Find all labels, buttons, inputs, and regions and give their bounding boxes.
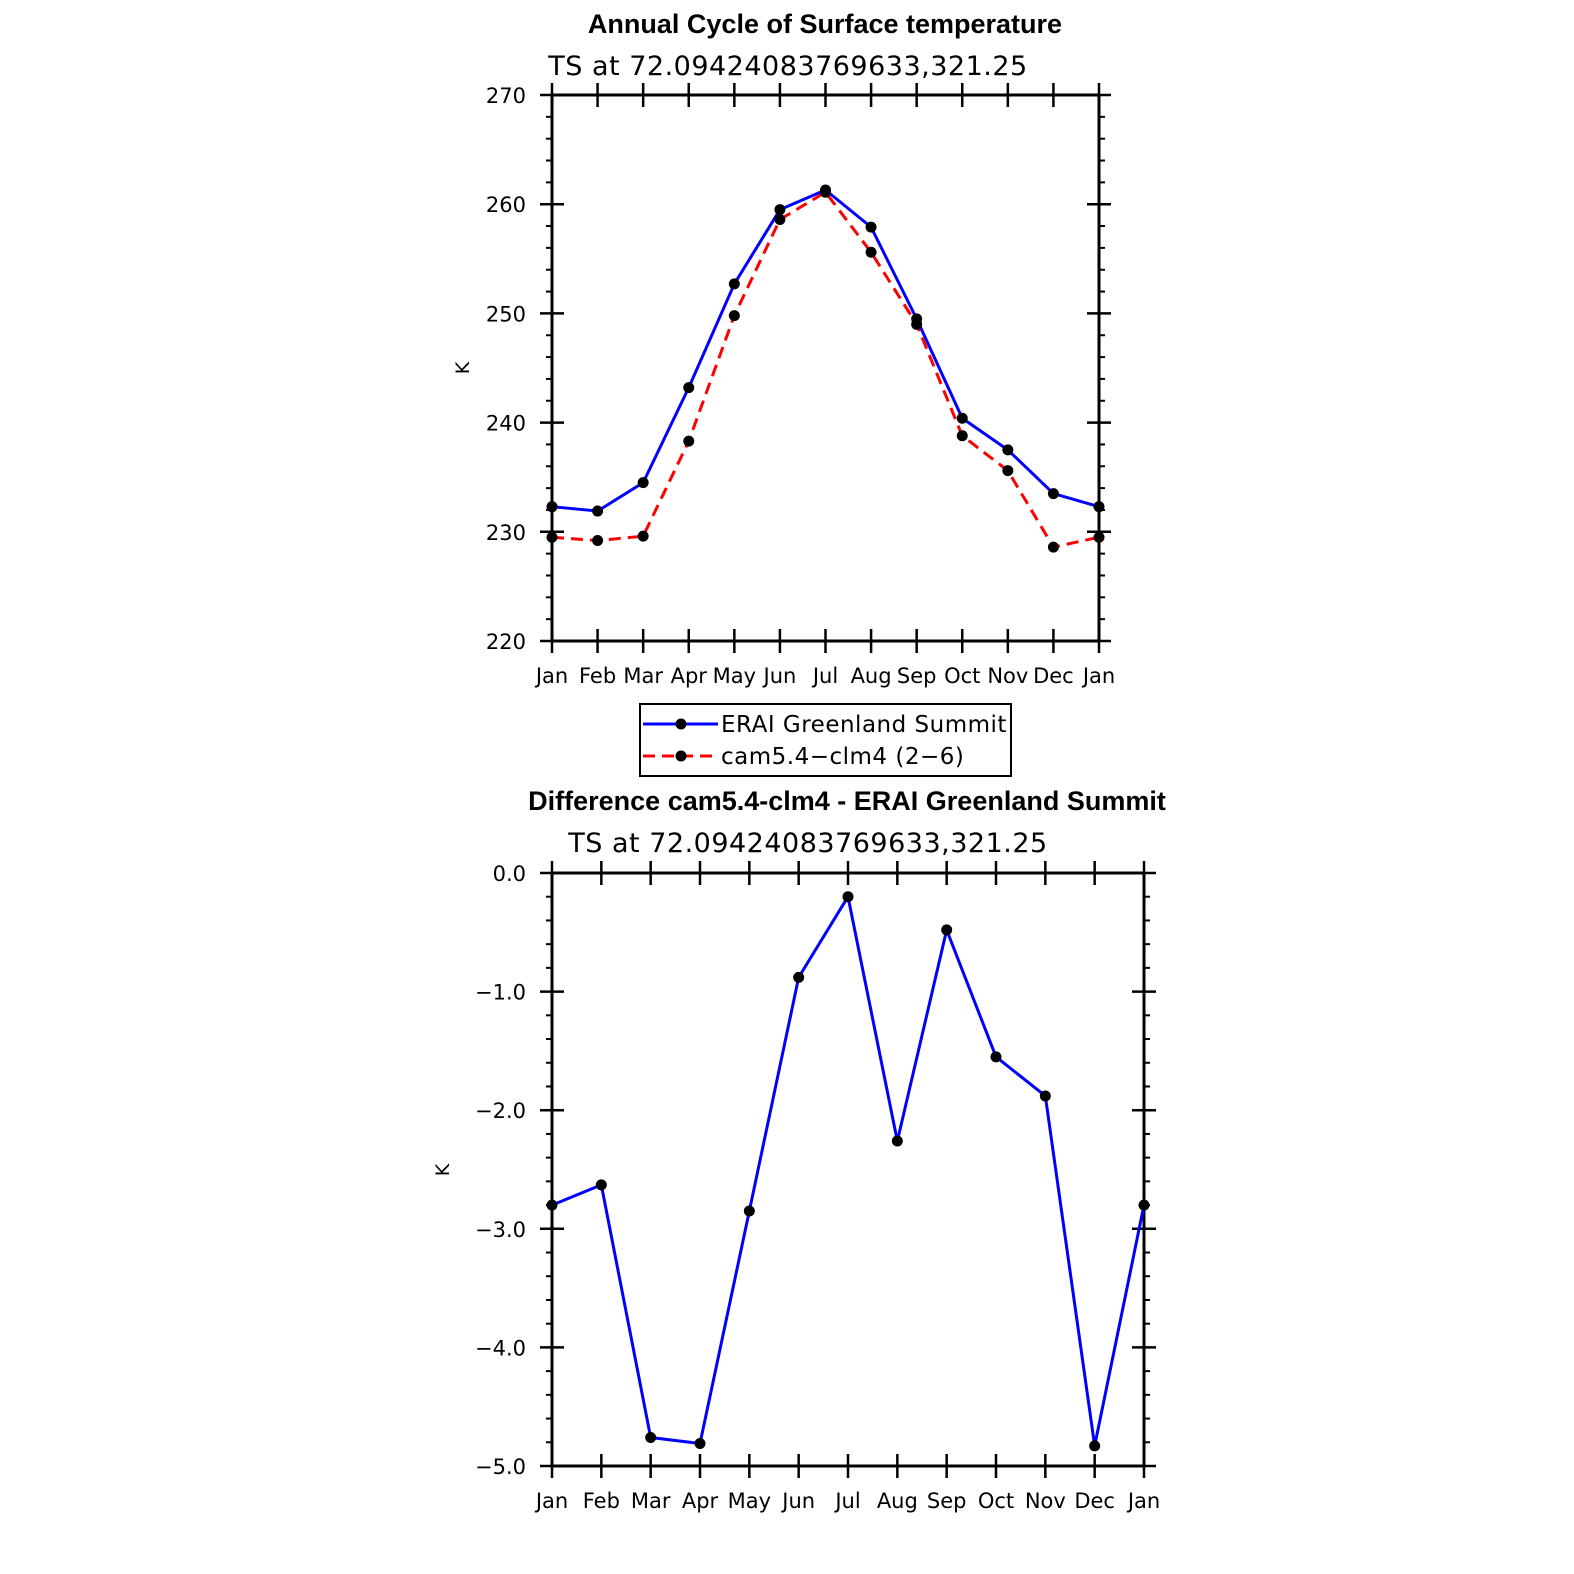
chart1-frame	[552, 95, 1099, 641]
chart1-xtick-label: Feb	[578, 664, 617, 688]
chart1-series-1-point	[638, 531, 649, 542]
chart1-series-1-point	[866, 247, 877, 258]
chart1-series-0-point	[638, 477, 649, 488]
chart1-series-0-point	[592, 506, 603, 517]
chart1-series-1-point	[957, 430, 968, 441]
chart1-plot	[486, 83, 1115, 688]
chart1-series-1-point	[547, 532, 558, 543]
chart1-series-0-point	[774, 204, 785, 215]
chart1-series-1-point	[729, 310, 740, 321]
chart2-ytick-label: −2.0	[475, 1099, 526, 1124]
chart2-xtick-label: Jan	[535, 1489, 569, 1513]
chart2-plot	[475, 861, 1160, 1513]
chart2-xtick-label: Apr	[681, 1489, 719, 1513]
chart2-series-0-point	[596, 1179, 607, 1190]
chart1-series-0-point	[957, 413, 968, 424]
chart2-xtick-label: May	[727, 1489, 772, 1513]
legend-label-1: cam5.4−clm4 (2−6)	[721, 744, 965, 770]
chart2-ytick-label: 0.0	[492, 862, 526, 886]
legend-label-0: ERAI Greenland Summit	[721, 712, 1007, 738]
chart1-xtick-label: Aug	[850, 664, 892, 688]
chart2-series-0-point	[793, 972, 804, 983]
chart2-xtick-label: Jul	[835, 1489, 861, 1513]
chart1-xtick-label: Jul	[812, 664, 839, 688]
chart1-series-0-line	[552, 190, 1099, 511]
chart1-ytick-label: 230	[485, 520, 526, 545]
chart2-xtick-label: Sep	[926, 1489, 967, 1513]
chart2-xtick-label: Oct	[977, 1489, 1015, 1513]
chart1-series-1-point	[683, 436, 694, 447]
chart1-series-0-point	[866, 222, 877, 233]
chart1-xtick-label: Oct	[944, 664, 981, 688]
chart1-ytick-label: 250	[485, 302, 526, 327]
chart1-legend	[640, 704, 1011, 776]
chart2-series-0-point	[744, 1206, 755, 1217]
chart2-title: Difference cam5.4-clm4 - ERAI Greenland Summit	[528, 786, 1166, 816]
chart2-series-0-line	[552, 897, 1144, 1446]
chart2-xtick-label: Dec	[1074, 1489, 1115, 1513]
chart1-series-0-point	[1048, 488, 1059, 499]
chart1-xtick-label: May	[712, 664, 757, 688]
chart1-series-0-point	[1002, 444, 1013, 455]
chart2-xtick-label: Aug	[876, 1489, 918, 1513]
chart2-ytick-label: −5.0	[475, 1455, 526, 1479]
chart2-ytick-label: −4.0	[475, 1336, 526, 1361]
chart2-xtick-label: Feb	[582, 1489, 620, 1513]
chart2-xtick-label: Jun	[782, 1489, 816, 1513]
chart1-xtick-label: Apr	[670, 664, 707, 688]
chart2-xtick-label: Jan	[1127, 1489, 1161, 1513]
chart1-series-1-point	[820, 187, 831, 198]
chart2-series-0-point	[941, 924, 952, 935]
chart1-ytick-label: 220	[485, 630, 526, 654]
chart2-series-0-point	[1040, 1090, 1051, 1101]
chart1-series-1-point	[911, 319, 922, 330]
legend-marker-1	[676, 751, 687, 762]
chart1-series-0-point	[683, 382, 694, 393]
chart2-series-0-point	[991, 1051, 1002, 1062]
chart2-series-0-point	[695, 1438, 706, 1449]
chart2-series-0-point	[1089, 1440, 1100, 1451]
chart1-series-1-point	[1002, 465, 1013, 476]
chart1-ytick-label: 260	[485, 193, 526, 218]
chart1-series-0-point	[547, 501, 558, 512]
chart1-xtick-label: Jun	[763, 664, 797, 688]
chart1-ytick-label: 240	[485, 411, 526, 436]
chart2-ytick-label: −3.0	[475, 1217, 526, 1242]
chart2-ytick-label: −1.0	[475, 980, 526, 1005]
chart2-xtick-label: Mar	[630, 1489, 671, 1513]
chart1-series-1-line	[552, 192, 1099, 547]
chart1-series-1-point	[774, 214, 785, 225]
chart1-xtick-label: Mar	[623, 664, 663, 688]
chart1-xtick-label: Nov	[987, 664, 1029, 688]
chart1-ytick-label: 270	[485, 84, 526, 108]
chart2-series-0-point	[547, 1200, 558, 1211]
chart2-series-0-point	[645, 1432, 656, 1443]
chart2-series-0-point	[843, 891, 854, 902]
chart1-title: Annual Cycle of Surface temperature	[587, 9, 1063, 39]
chart2-series-0-point	[892, 1136, 903, 1147]
chart1-series-1-point	[1094, 532, 1105, 543]
chart1-series-0-point	[1094, 501, 1105, 512]
chart1-series-0-point	[729, 278, 740, 289]
chart1-xtick-label: Jan	[535, 664, 569, 688]
chart1-xtick-label: Sep	[896, 664, 937, 688]
legend-marker-0	[676, 719, 687, 730]
chart1-series-1-point	[1048, 542, 1059, 553]
chart1-xtick-label: Dec	[1033, 664, 1074, 688]
chart1-xtick-label: Jan	[1082, 664, 1116, 688]
chart1-subtitle: TS at 72.09424083769633,321.25	[548, 51, 1028, 82]
chart1-ylabel: K	[452, 361, 474, 375]
chart1-series-1-point	[592, 535, 603, 546]
chart2-series-0-point	[1139, 1200, 1150, 1211]
chart2-subtitle: TS at 72.09424083769633,321.25	[568, 828, 1048, 859]
chart2-ylabel: K	[432, 1163, 454, 1177]
chart2-xtick-label: Nov	[1024, 1489, 1066, 1513]
